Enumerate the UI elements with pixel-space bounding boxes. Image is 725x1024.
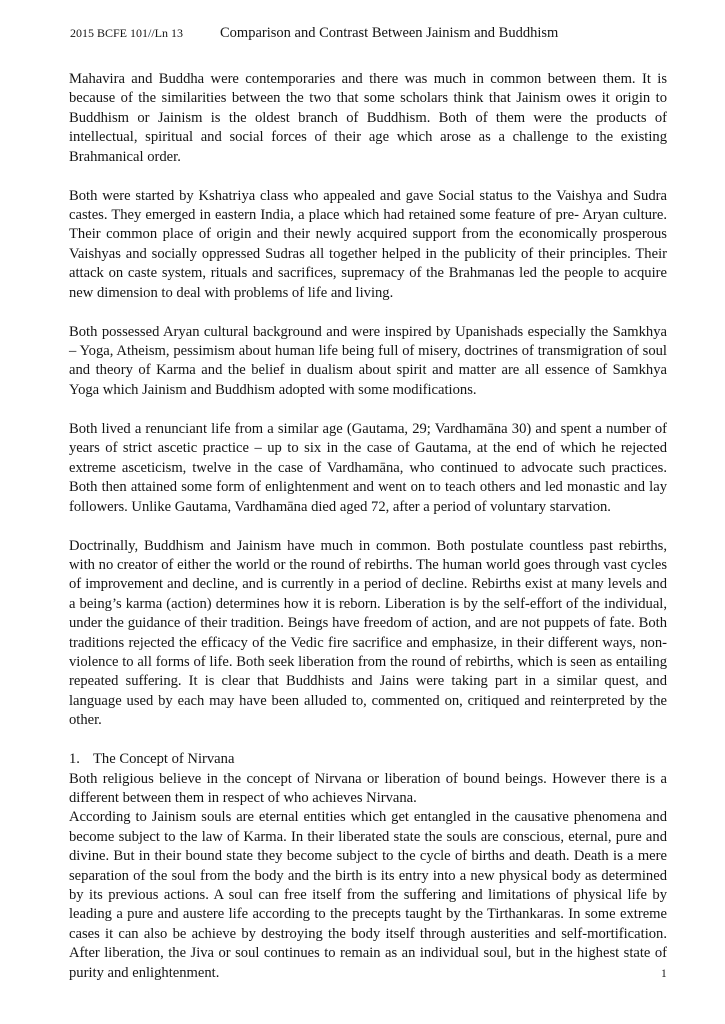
- page-header: [70, 25, 665, 42]
- paragraph-aryan-background: Both possessed Aryan cultural background and were inspired by Upanishads especially the Samkhya – Yoga, Atheism, pessimism about human life being full of misery, doctrines of transmigration of soul and theory of Karma and the belief in dualism about spirit and matter are all essence of Samkhya Yoga which Jainism and Buddhism adopted with some modifications.: [69, 323, 667, 398]
- page-number: 1: [661, 968, 667, 980]
- document-title: Comparison and Contrast Between Jainism and Buddhism: [220, 25, 559, 41]
- section-number: 1.: [69, 751, 80, 768]
- paragraph-jainism-souls: According to Jainism souls are eternal entities which get entangled in the causative phenomena and become subject to the law of Karma. In their liberated state the souls are conscious, eternal, pure and divine. But in their bound state they become subject to the cycle of births and death. Death is a mere separation of the soul from the body and the birth is its entry into a new physical body as determined by its previous actions. A soul can free itself from the suffering and limitations of physical life by leading a pure and austere life according to the precepts taught by the Tirthankaras. In some extreme cases it can also be achieve by destroying the body itself through austerities and self-mortification. After liberation, the Jiva or soul continues to remain as an individual soul, but in the highest state of purity and enlightenment.: [69, 809, 667, 981]
- paragraph-doctrinal-similarities: Doctrinally, Buddhism and Jainism have much in common. Both postulate countless past rebirths, with no creator of either the world or the round of rebirths. The human world goes through vast cycles of improvement and decline, and is currently in a period of decline. Rebirths exist at many levels and a being’s karma (action) determines how it is reborn. Liberation is by the self-effort of the individual, under the guidance of their tradition. Beings have freedom of action, and are not puppets of fate. Both traditions rejected the efficacy of the Vedic fire sacrifice and emphasize, in their different ways, non-violence to all forms of life. Both seek liberation from the round of rebirths, which is seen as entailing repeated suffering. It is clear that Buddhists and Jains were taking part in a similar quest, and language used by each may have been alluded to, commented on, critiqued and reinterpreted by the other.: [69, 537, 667, 729]
- paragraph-kshatriya-origins: Both were started by Kshatriya class who appealed and gave Social status to the Vaishya and Sudra castes. They emerged in eastern India, a place which had retained some feature of pre- Aryan culture. Their common place of origin and their newly acquired support from the economically prosperous Vaishyas and socially oppressed Sudras all together helped in the publicity of their principles. Their attack on caste system, rituals and sacrifices, supremacy of the Brahmanas led the people to acquire new dimension to deal with problems of life and living.: [69, 187, 667, 301]
- section-title: The Concept of Nirvana: [93, 751, 235, 768]
- paragraph-nirvana-intro: Both religious believe in the concept of Nirvana or liberation of bound beings. However there is a different between them in respect of who achieves Nirvana.: [69, 770, 667, 806]
- document-body: [69, 70, 667, 983]
- paragraph-renunciant-life: Both lived a renunciant life from a similar age (Gautama, 29; Vardhamāna 30) and spent a number of years of strict ascetic practice – up to six in the case of Gautama, at the end of which he rejected extreme asceticism, twelve in the case of Vardhamāna, who continued to advocate such practices. Both then attained some form of enlightenment and went on to teach others and led monastic and lay followers. Unlike Gautama, Vardhamāna died aged 72, after a period of voluntary starvation.: [69, 420, 667, 515]
- paragraph-contemporaries: Mahavira and Buddha were contemporaries and there was much in common between them. It is because of the similarities between the two that some scholars think that Jainism owes it origin to Buddhism or Jainism is the oldest branch of Buddhism. Both of them were the products of intellectual, spiritual and social forces of their age which arose as a challenge to the existing Brahmanical order.: [69, 71, 667, 165]
- course-code: 2015 BCFE 101//Ln 13: [70, 26, 184, 40]
- section-heading: [69, 750, 667, 769]
